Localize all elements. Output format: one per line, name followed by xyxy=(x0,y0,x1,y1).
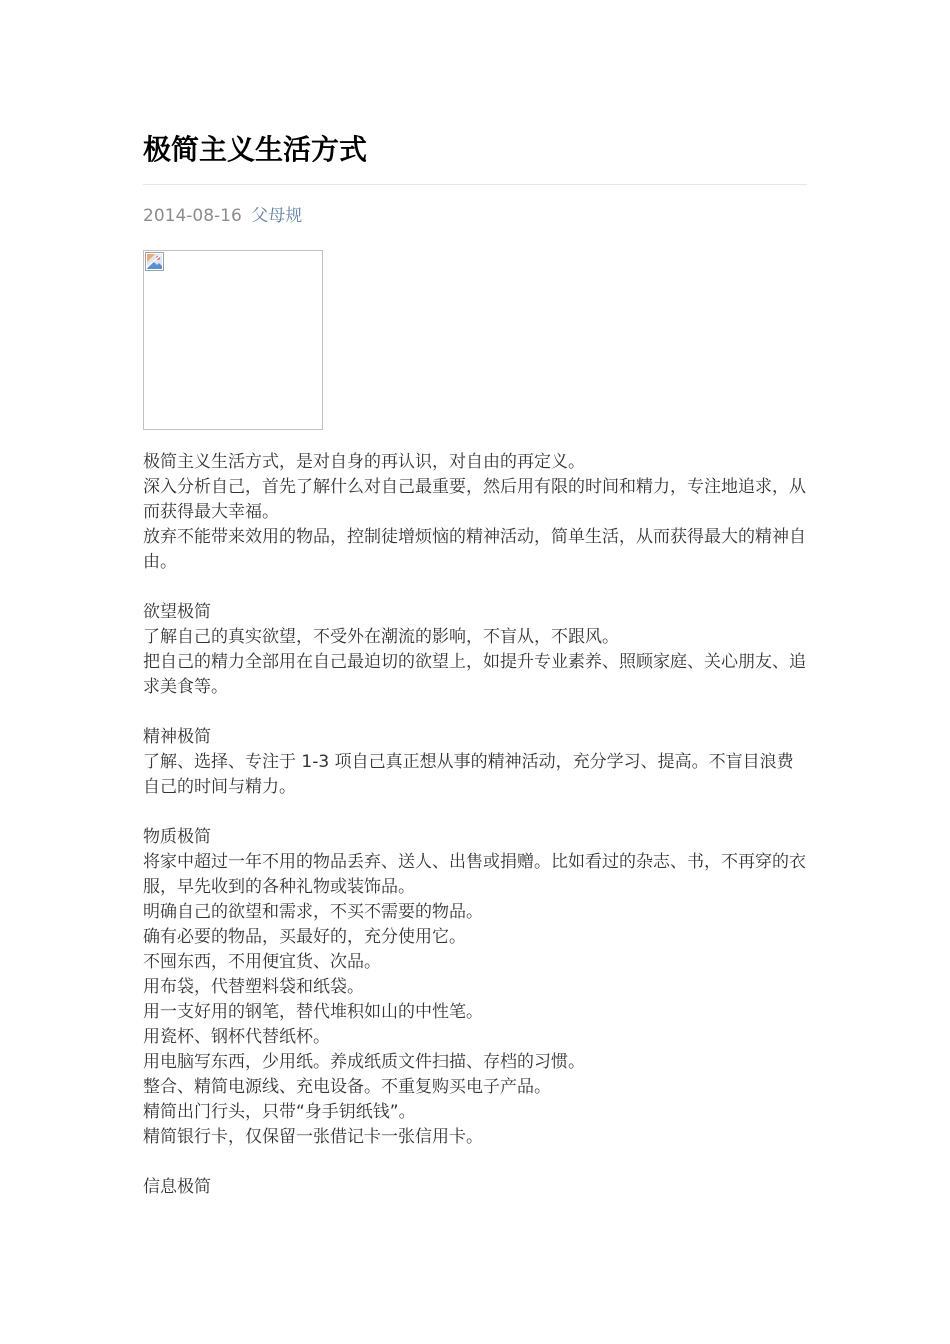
paragraph: 不囤东西，不用便宜货、次品。 xyxy=(143,952,381,972)
paragraph: 深入分析自己，首先了解什么对自己最重要，然后用有限的时间和精力，专注地追求，从而获得最大幸福。 xyxy=(143,477,806,522)
paragraph: 确有必要的物品，买最好的，充分使用它。 xyxy=(143,927,466,947)
paragraph: 明确自己的欲望和需求，不买不需要的物品。 xyxy=(143,902,483,922)
publish-date: 2014-08-16 xyxy=(143,206,242,226)
paragraph: 极简主义生活方式，是对自身的再认识，对自由的再定义。 xyxy=(143,452,585,472)
paragraph: 精神极简 xyxy=(143,727,211,747)
paragraph: 了解、选择、专注于 1-3 项自己真正想从事的精神活动，充分学习、提高。不盲目浪费自己的时间与精力。 xyxy=(143,752,794,797)
paragraph: 用瓷杯、钢杯代替纸杯。 xyxy=(143,1027,330,1047)
paragraph: 欲望极简 xyxy=(143,602,211,622)
paragraph: 整合、精简电源线、充电设备。不重复购买电子产品。 xyxy=(143,1077,551,1097)
broken-image-icon xyxy=(145,252,164,271)
paragraph-spacer xyxy=(143,575,807,600)
paragraph-spacer xyxy=(143,1150,807,1175)
paragraph: 把自己的精力全部用在自己最迫切的欲望上，如提升专业素养、照顾家庭、关心朋友、追求美食等。 xyxy=(143,652,806,697)
paragraph-spacer xyxy=(143,800,807,825)
paragraph: 精简出门行头，只带“身手钥纸钱”。 xyxy=(143,1102,416,1122)
paragraph: 了解自己的真实欲望，不受外在潮流的影响，不盲从，不跟风。 xyxy=(143,627,619,647)
paragraph-spacer xyxy=(143,700,807,725)
article-content xyxy=(143,450,807,1200)
author-link[interactable]: 父母规 xyxy=(251,206,303,226)
paragraph: 用电脑写东西，少用纸。养成纸质文件扫描、存档的习惯。 xyxy=(143,1052,585,1072)
paragraph: 精简银行卡，仅保留一张借记卡一张信用卡。 xyxy=(143,1127,483,1147)
article-title: 极简主义生活方式 xyxy=(143,128,807,185)
article xyxy=(143,128,807,1200)
paragraph: 用布袋，代替塑料袋和纸袋。 xyxy=(143,977,364,997)
paragraph: 放弃不能带来效用的物品，控制徒增烦恼的精神活动，简单生活，从而获得最大的精神自由。 xyxy=(143,527,806,572)
paragraph: 将家中超过一年不用的物品丢弃、送人、出售或捐赠。比如看过的杂志、书，不再穿的衣服，早先收到的各种礼物或装饰品。 xyxy=(143,852,806,897)
paragraph: 用一支好用的钢笔，替代堆积如山的中性笔。 xyxy=(143,1002,483,1022)
paragraph: 信息极简 xyxy=(143,1177,211,1197)
article-meta xyxy=(143,203,807,229)
article-image xyxy=(143,250,323,430)
paragraph: 物质极简 xyxy=(143,827,211,847)
